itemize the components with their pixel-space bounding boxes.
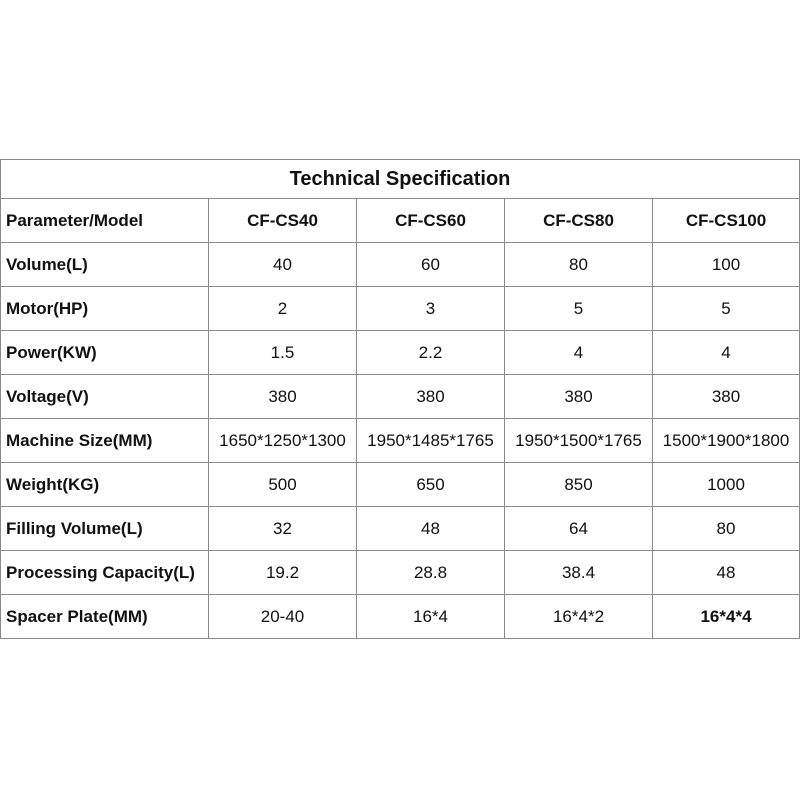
table-cell: 32 xyxy=(209,507,357,551)
table-cell: 500 xyxy=(209,463,357,507)
table-cell: 5 xyxy=(653,287,800,331)
model-header-cf-cs100: CF-CS100 xyxy=(653,199,800,243)
model-header-cf-cs80: CF-CS80 xyxy=(505,199,653,243)
table-cell: 48 xyxy=(653,551,800,595)
table-cell: 4 xyxy=(505,331,653,375)
row-label: Motor(HP) xyxy=(1,287,209,331)
table-row-power xyxy=(1,331,800,375)
table-cell: 16*4*2 xyxy=(505,595,653,639)
table-cell: 28.8 xyxy=(357,551,505,595)
table-title: Technical Specification xyxy=(1,160,800,199)
table-cell: 64 xyxy=(505,507,653,551)
table-cell: 1650*1250*1300 xyxy=(209,419,357,463)
table-cell: 2.2 xyxy=(357,331,505,375)
table-cell: 1500*1900*1800 xyxy=(653,419,800,463)
table-cell: 1950*1500*1765 xyxy=(505,419,653,463)
table-row-weight xyxy=(1,463,800,507)
table-cell: 650 xyxy=(357,463,505,507)
model-header-cf-cs60: CF-CS60 xyxy=(357,199,505,243)
row-label: Voltage(V) xyxy=(1,375,209,419)
table-row-machine-size xyxy=(1,419,800,463)
table-row-processing-capacity xyxy=(1,551,800,595)
table-cell: 19.2 xyxy=(209,551,357,595)
model-header-cf-cs40: CF-CS40 xyxy=(209,199,357,243)
parameter-model-header: Parameter/Model xyxy=(1,199,209,243)
table-row-voltage xyxy=(1,375,800,419)
row-label: Power(KW) xyxy=(1,331,209,375)
table-cell: 1950*1485*1765 xyxy=(357,419,505,463)
table-cell: 1.5 xyxy=(209,331,357,375)
technical-specification-table xyxy=(0,159,800,639)
table-cell: 40 xyxy=(209,243,357,287)
row-label: Filling Volume(L) xyxy=(1,507,209,551)
table-cell: 380 xyxy=(357,375,505,419)
row-label: Processing Capacity(L) xyxy=(1,551,209,595)
table-row-filling-volume xyxy=(1,507,800,551)
table-cell: 5 xyxy=(505,287,653,331)
row-label: Spacer Plate(MM) xyxy=(1,595,209,639)
row-label: Machine Size(MM) xyxy=(1,419,209,463)
table-cell: 80 xyxy=(505,243,653,287)
table-row-volume xyxy=(1,243,800,287)
table-cell: 48 xyxy=(357,507,505,551)
title-row xyxy=(1,160,800,199)
table-cell: 60 xyxy=(357,243,505,287)
table-row-motor xyxy=(1,287,800,331)
table-row-spacer-plate xyxy=(1,595,800,639)
table-cell: 100 xyxy=(653,243,800,287)
table-cell: 1000 xyxy=(653,463,800,507)
table-cell: 80 xyxy=(653,507,800,551)
table-cell: 38.4 xyxy=(505,551,653,595)
table-cell: 16*4*4 xyxy=(653,595,800,639)
row-label: Weight(KG) xyxy=(1,463,209,507)
row-label: Volume(L) xyxy=(1,243,209,287)
table-cell: 850 xyxy=(505,463,653,507)
table-cell: 3 xyxy=(357,287,505,331)
table-cell: 380 xyxy=(505,375,653,419)
table-cell: 2 xyxy=(209,287,357,331)
header-row xyxy=(1,199,800,243)
table-cell: 20-40 xyxy=(209,595,357,639)
table-cell: 4 xyxy=(653,331,800,375)
table-cell: 380 xyxy=(653,375,800,419)
table-cell: 16*4 xyxy=(357,595,505,639)
table-cell: 380 xyxy=(209,375,357,419)
